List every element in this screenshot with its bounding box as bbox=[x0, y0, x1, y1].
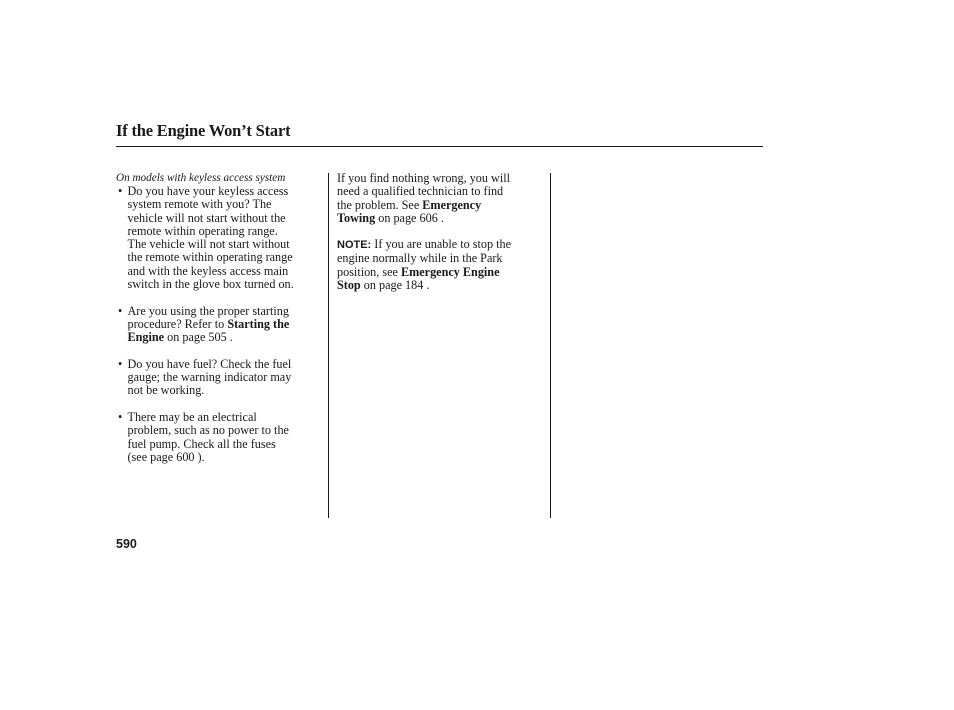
paragraph-line: engine normally while in the Park bbox=[337, 251, 503, 266]
bullet-icon: • bbox=[118, 184, 123, 198]
note-label: NOTE: bbox=[337, 239, 372, 252]
text-segment: procedure? Refer to bbox=[127, 316, 228, 331]
text-segment: on page 184 . bbox=[360, 278, 430, 293]
bullet-text-line: There may be an electrical bbox=[127, 410, 257, 425]
cross-reference-starting-the-engine: Engine bbox=[127, 330, 165, 345]
bullet-icon: • bbox=[118, 356, 123, 371]
cross-reference-emergency-engine-stop: Stop bbox=[337, 278, 361, 293]
bullet-text-line bbox=[128, 318, 323, 331]
bullet-text-line: gauge; the warning indicator may bbox=[127, 370, 292, 385]
column-divider-left bbox=[328, 173, 329, 518]
text-segment: the problem. See bbox=[337, 197, 423, 212]
cross-reference-emergency-towing: Towing bbox=[337, 210, 376, 225]
text-segment: on page 505 . bbox=[164, 330, 233, 345]
column-divider-right bbox=[550, 173, 551, 518]
bullet-text-line: and with the keyless access main bbox=[127, 263, 289, 278]
paragraph-line: If you find nothing wrong, you will bbox=[337, 171, 510, 185]
paragraph-line bbox=[337, 279, 543, 292]
bullet-item-fuel bbox=[116, 358, 322, 398]
paragraph-line bbox=[337, 238, 543, 252]
text-segment: on page 606 . bbox=[375, 210, 444, 225]
bullet-icon: • bbox=[118, 410, 123, 425]
paragraph-line bbox=[337, 212, 543, 225]
bullet-text-line: system remote with you? The bbox=[127, 197, 272, 212]
title-rule bbox=[116, 146, 763, 147]
bullet-item-keyless-remote bbox=[116, 185, 322, 291]
paragraph-line: need a qualified technician to find bbox=[337, 184, 504, 199]
bullet-text-line: (see page 600 ). bbox=[127, 449, 205, 464]
bullet-text-line: Do you have your keyless access bbox=[127, 184, 289, 198]
bullet-text-line: problem, such as no power to the bbox=[127, 423, 289, 438]
paragraph-line bbox=[337, 199, 543, 212]
page-title: If the Engine Won’t Start bbox=[116, 121, 291, 140]
cross-reference-emergency-towing: Emergency bbox=[422, 197, 482, 212]
paragraph-technician bbox=[337, 172, 543, 225]
cross-reference-starting-the-engine: Starting the bbox=[227, 316, 290, 331]
bullet-item-starting-procedure bbox=[116, 305, 322, 345]
middle-column bbox=[337, 172, 543, 292]
cross-reference-emergency-engine-stop: Emergency Engine bbox=[400, 264, 500, 279]
bullet-text-line: switch in the glove box turned on. bbox=[127, 277, 294, 292]
text-segment: If you are unable to stop the bbox=[371, 237, 512, 252]
bullet-text-line: not be working. bbox=[127, 383, 205, 398]
bullet-icon: • bbox=[118, 303, 123, 318]
bullet-text-line bbox=[128, 331, 323, 344]
bullet-text-line: The vehicle will not start without bbox=[127, 237, 290, 252]
model-note: On models with keyless access system bbox=[116, 172, 286, 184]
paragraph-line bbox=[337, 266, 543, 279]
page-number: 590 bbox=[116, 537, 137, 551]
bullet-text-line: fuel pump. Check all the fuses bbox=[127, 436, 276, 451]
paragraph-note bbox=[337, 238, 543, 292]
bullet-text-line: vehicle will not start without the bbox=[127, 210, 286, 225]
left-column bbox=[116, 172, 322, 464]
bullet-text-line: Are you using the proper starting bbox=[127, 303, 289, 318]
bullet-text-line: the remote within operating range bbox=[127, 250, 293, 265]
bullet-item-electrical bbox=[116, 411, 322, 464]
bullet-text-line: Do you have fuel? Check the fuel bbox=[127, 356, 292, 371]
bullet-text-line: remote within operating range. bbox=[127, 223, 278, 238]
text-segment: position, see bbox=[337, 264, 401, 279]
